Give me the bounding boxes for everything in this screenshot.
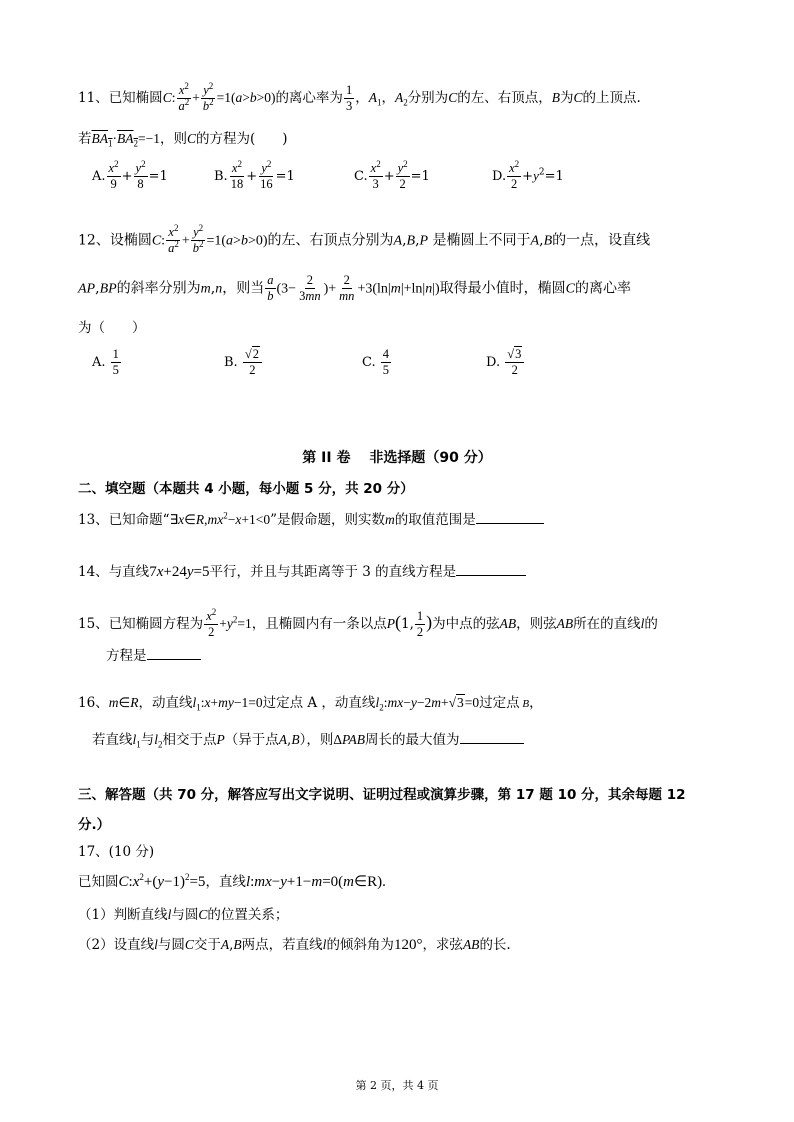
q12-option-d: D. $\frac{√3}{2}$ (486, 348, 525, 377)
q12-option-b: B. $\frac{√2}{2}$ (224, 348, 263, 377)
q13: 13、已知命题“$\exists x\in R,mx^2-x+1<0$”是假命题，则实数m的取值范围是 (78, 510, 544, 530)
q15-line1: 15、已知椭圆方程为 $\frac{x^2}{2}$ $+y^2=1$，且椭圆内有一条以点P(1, $\frac{1}{2}$ )为中点的弦AB，则弦AB所在的直线l的 (78, 606, 658, 639)
q11-line1: 11、已知椭圆C: $\frac{x^2}{a^2}$ + $\frac{y^2}{b^2}$ =1(a>b>0)的离心率为 $\frac{1}{3}$ ，$A_1$，$A_2$分别为C的左、右顶点，B为C的上顶点. (78, 80, 641, 113)
q16-line1: 16、m∈R，动直线$l_1:x+my-1=0$过定点 A ，动直线$l_2:mx-y-2m+√3=0$过定点 B， (78, 695, 543, 713)
q11-option-d: D. $\frac{x^2}{2}$ $+y^2=1$ (492, 158, 564, 191)
page-footer: 第 2 页，共 4 页 (355, 1079, 439, 1092)
q11-option-a: A. $\frac{x^2}{9}$ + $\frac{y^2}{8}$ =1 (92, 158, 168, 191)
section3-heading-line2: 分.） (78, 817, 111, 833)
q14: 14、与直线7x+24y=5平行，并且与其距离等于 3 的直线方程是 (78, 562, 526, 582)
q12-line3: 为（ ） (78, 320, 146, 336)
q17-number: 17、(10 分) (78, 844, 155, 860)
q15-line2: 方程是 (106, 646, 201, 666)
section2-heading: 二、填空题（本题共 4 小题，每小题 5 分，共 20 分） (78, 481, 414, 497)
q12-option-a: A. $\frac{1}{5}$ (92, 347, 119, 377)
q17-stem: 已知圆$C:x^2+(y-1)^2=5$，直线l:mx−y+1−m=0(m∈R). (78, 872, 386, 890)
q11-line2: 若$BA_1\cdot BA_2=-1$，则C的方程为( ) (78, 131, 288, 149)
q12-line1: 12、设椭圆C: $\frac{x^2}{a^2}$ + $\frac{y^2}{b^2}$ =1(a>b>0)的左、右顶点分别为A,B,P 是椭圆上不同于A,B的一点，设直线 (78, 222, 651, 255)
q11-option-c: C. $\frac{x^2}{3}$ + $\frac{y^2}{2}$ =1 (354, 158, 430, 191)
fraction: $\frac{x^2}{a^2}$ (178, 80, 190, 113)
q17-part1: （1）判断直线l与圆C的位置关系； (78, 907, 289, 923)
q11-number: 11、 (78, 90, 109, 106)
section3-heading-line1: 三、解答题（共 70 分，解答应写出文字说明、证明过程或演算步骤，第 17 题 10 分，其余每题 12 (78, 787, 686, 803)
section2-title: 第 II 卷 非选择题（90 分） (302, 450, 492, 466)
q12-line2: AP,BP的斜率分别为m,n，则当 $\frac{a}{b}$ (3− $\frac{2}{3mn}$ )+ $\frac{2}{mn}$ +3(ln|m|+ln|n|)取得最小值时，椭圆C的离心率 (78, 273, 632, 303)
q12-option-c: C. $\frac{4}{5}$ (362, 347, 390, 377)
q11-option-b: B. $\frac{x^2}{18}$ + $\frac{y^2}{16}$ =1 (214, 158, 295, 191)
q11-text: 已知椭圆 (108, 90, 163, 106)
q17-part2: （2）设直线l与圆C交于A,B两点，若直线l的倾斜角为120°，求弦AB的长. (78, 937, 511, 953)
q16-line2: 若直线$l_1$与$l_2$相交于点P（异于点A,B），则ΔPAB周长的最大值为 (92, 730, 524, 750)
